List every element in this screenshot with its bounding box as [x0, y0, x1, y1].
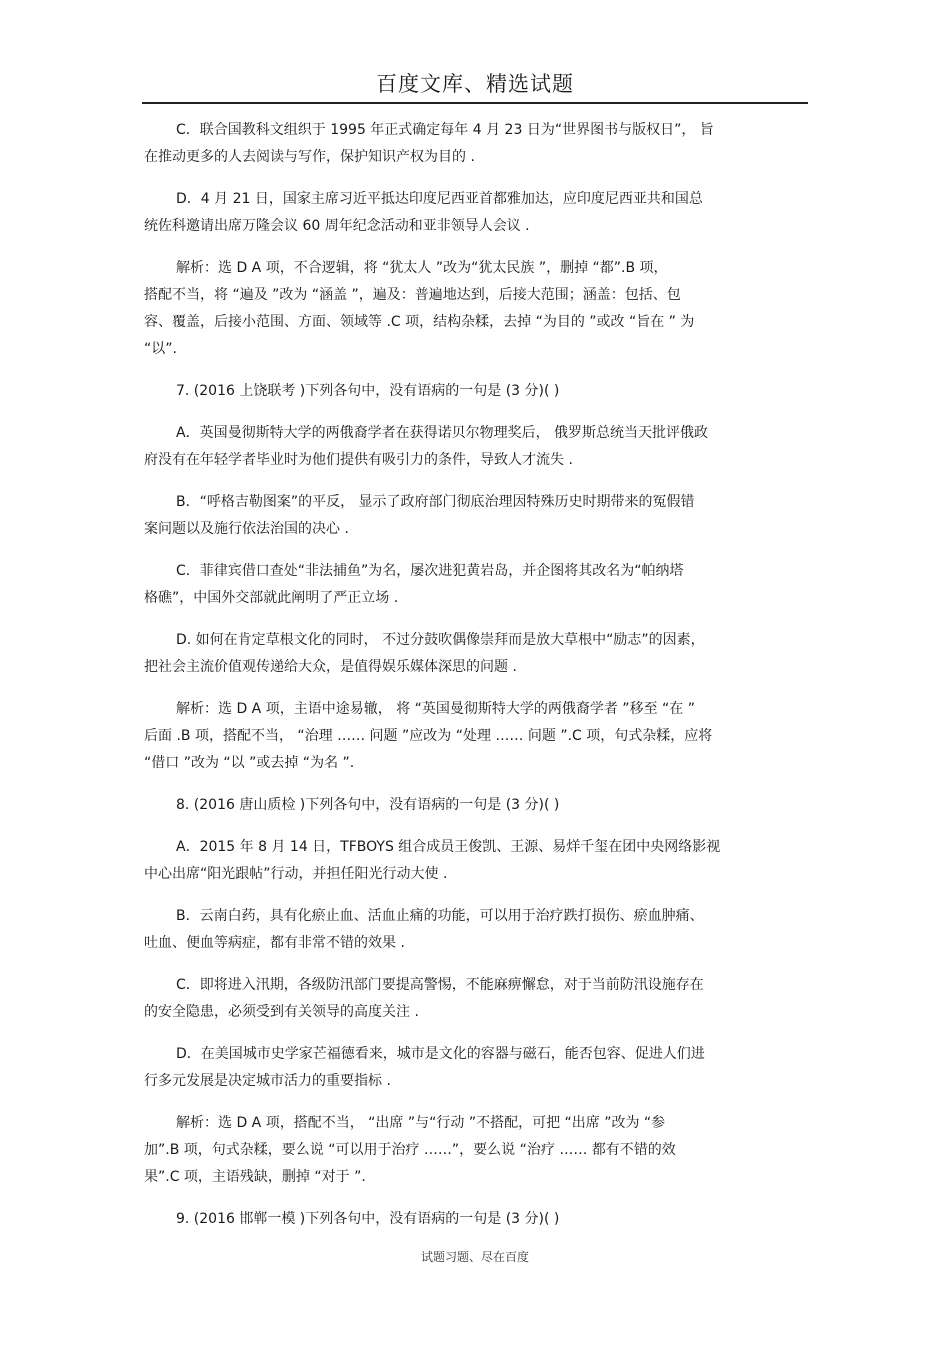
text-line: 案问题以及施行依法治国的决心 .: [144, 521, 349, 537]
text-line: 加”.B 项，句式杂糅，要么说 “可以用于治疗 ……”，要么说 “治疗 …… 都有不错的效: [144, 1142, 676, 1158]
paragraph: [144, 183, 808, 243]
text-line: 搭配不当，将 “遍及 ”改为 “涵盖 ”，遍及：普遍地达到，后接大范围；涵盖：包括、包: [144, 287, 681, 303]
text-line: 在推动更多的人去阅读与写作，保护知识产权为目的 .: [144, 149, 475, 165]
paragraph: [144, 1038, 808, 1098]
text-line: 解析：选 D A 项，主语中途易辙， 将 “英国曼彻斯特大学的两俄裔学者 ”移至 “在 ”: [176, 701, 695, 717]
paragraph: [144, 789, 808, 822]
text-line: 容、覆盖，后接小范围、方面、领域等 .C 项，结构杂糅，去掉 “为目的 ”或改 “旨在 ” 为: [144, 314, 695, 330]
text-line: 把社会主流价值观传递给大众，是值得娱乐媒体深思的问题 .: [144, 659, 517, 675]
text-line: D．在美国城市史学家芒福德看来，城市是文化的容器与磁石，能否包容、促进人们进: [176, 1046, 705, 1062]
paragraph: [144, 1107, 808, 1194]
paragraph: [144, 252, 808, 366]
text-line: C．联合国教科文组织于 1995 年正式确定每年 4 月 23 日为“世界图书与版权日”， 旨: [176, 122, 714, 138]
text-line: 行多元发展是决定城市活力的重要指标 .: [144, 1073, 391, 1089]
text-line: “以”.: [144, 341, 177, 357]
text-line: C．菲律宾借口查处“非法捕鱼”为名，屡次进犯黄岩岛，并企图将其改名为“帕纳塔: [176, 563, 684, 579]
paragraph: [144, 831, 808, 891]
text-line: 7. (2016 上饶联考 )下列各句中，没有语病的一句是 (3 分)( ): [176, 383, 560, 399]
paragraph: [144, 555, 808, 615]
text-line: 统佐科邀请出席万隆会议 60 周年纪念活动和亚非领导人会议 .: [144, 218, 530, 234]
text-line: 9. (2016 邯郸一模 )下列各句中，没有语病的一句是 (3 分)( ): [176, 1211, 560, 1227]
text-line: C．即将进入汛期，各级防汛部门要提高警惕，不能麻痹懈怠，对于当前防汛设施存在: [176, 977, 704, 993]
header-title: 百度文库、精选试题: [376, 72, 574, 96]
paragraph: [144, 1203, 808, 1236]
text-line: 中心出席“阳光跟帖”行动，并担任阳光行动大使 .: [144, 866, 448, 882]
text-line: B．云南白药，具有化瘀止血、活血止痛的功能，可以用于治疗跌打损伤、瘀血肿痛、: [176, 908, 704, 924]
text-line: 后面 .B 项，搭配不当， “治理 …… 问题 ”应改为 “处理 …… 问题 ”.C 项，句式杂糅，应将: [144, 728, 713, 744]
page-header: [142, 66, 808, 104]
paragraph: [144, 417, 808, 477]
document-body: [144, 114, 808, 1245]
page-footer: 试题习题、尽在百度: [420, 1250, 529, 1264]
paragraph: [144, 114, 808, 174]
text-line: 的安全隐患，必须受到有关领导的高度关注 .: [144, 1004, 419, 1020]
paragraph: [144, 900, 808, 960]
text-line: D. 如何在肯定草根文化的同时， 不过分鼓吹偶像崇拜而是放大草根中“励志”的因素，: [176, 632, 705, 648]
text-line: 解析：选 D A 项，搭配不当， “出席 ”与“行动 ”不搭配，可把 “出席 ”改为 “参: [176, 1115, 666, 1131]
paragraph: [144, 624, 808, 684]
text-line: 8. (2016 唐山质检 )下列各句中，没有语病的一句是 (3 分)( ): [176, 797, 560, 813]
text-line: 解析：选 D A 项，不合逻辑，将 “犹太人 ”改为“犹太民族 ”，删掉 “都”.B 项，: [176, 260, 668, 276]
text-line: 格礁”，中国外交部就此阐明了严正立场 .: [144, 590, 399, 606]
text-line: 府没有在年轻学者毕业时为他们提供有吸引力的条件，导致人才流失 .: [144, 452, 573, 468]
text-line: D．4 月 21 日，国家主席习近平抵达印度尼西亚首都雅加达，应印度尼西亚共和国总: [176, 191, 703, 207]
text-line: “借口 ”改为 “以 ”或去掉 “为名 ”.: [144, 755, 355, 771]
text-line: A．英国曼彻斯特大学的两俄裔学者在获得诺贝尔物理奖后， 俄罗斯总统当天批评俄政: [176, 425, 709, 441]
text-line: 吐血、便血等病症，都有非常不错的效果 .: [144, 935, 405, 951]
paragraph: [144, 375, 808, 408]
text-line: 果”.C 项，主语残缺，删掉 “对于 ”.: [144, 1169, 366, 1185]
paragraph: [144, 693, 808, 780]
text-line: A．2015 年 8 月 14 日，TFBOYS 组合成员王俊凯、王源、易烊千玺在团中央网络影视: [176, 839, 721, 855]
text-line: B．“呼格吉勒图案”的平反， 显示了政府部门彻底治理因特殊历史时期带来的冤假错: [176, 494, 695, 510]
paragraph: [144, 486, 808, 546]
paragraph: [144, 969, 808, 1029]
